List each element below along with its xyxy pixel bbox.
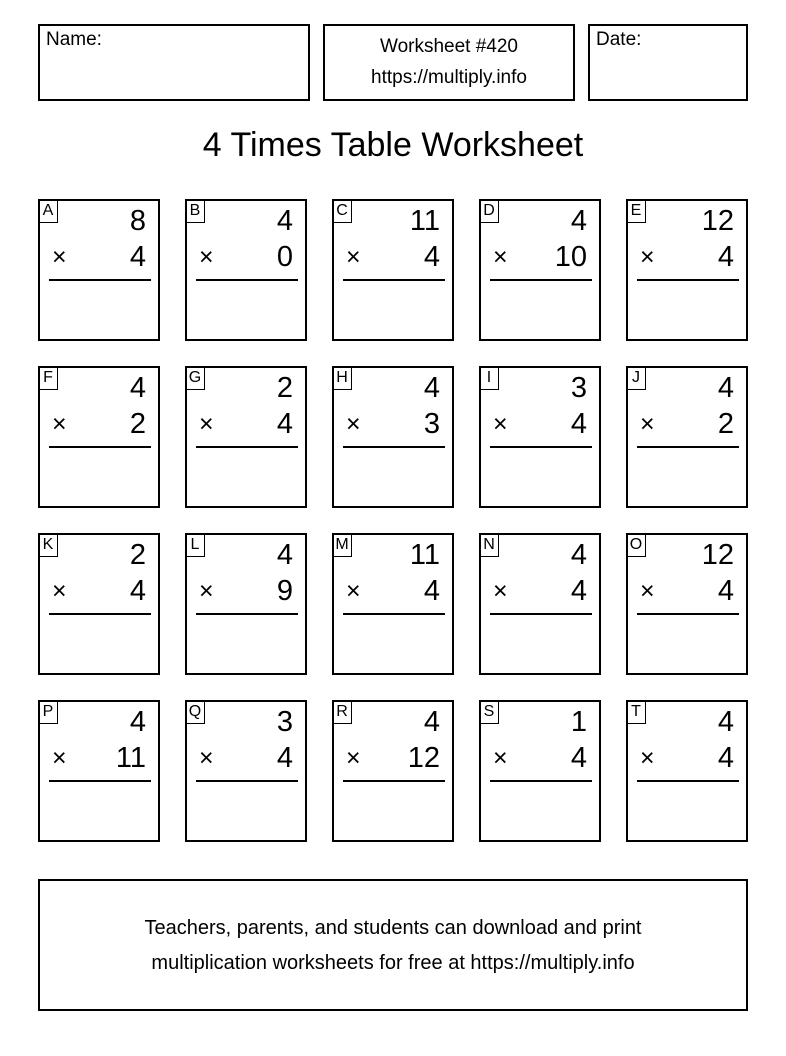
problem-letter: H: [332, 366, 352, 390]
problem-letter: N: [479, 533, 499, 557]
answer-line: [343, 780, 445, 782]
problem-card[interactable]: [185, 366, 307, 508]
multiplier: 3: [423, 408, 440, 440]
multiplier: 4: [717, 575, 734, 607]
problem-letter: S: [479, 700, 499, 724]
problem-card[interactable]: [38, 366, 160, 508]
multiplicand: 4: [276, 539, 293, 571]
page-title: 4 Times Table Worksheet: [202, 126, 584, 164]
times-sign: ×: [199, 577, 214, 605]
times-sign: ×: [52, 243, 67, 271]
multiplier: 10: [554, 241, 587, 273]
answer-line: [196, 279, 298, 281]
date-label: Date:: [596, 29, 642, 50]
worksheet-info-box: [323, 24, 575, 101]
multiplicand: 11: [409, 205, 440, 237]
times-sign: ×: [493, 577, 508, 605]
problem-card[interactable]: [332, 199, 454, 341]
multiplier: 2: [717, 408, 734, 440]
multiplier: 4: [129, 241, 146, 273]
times-sign: ×: [346, 410, 361, 438]
multiplicand: 2: [276, 372, 293, 404]
multiplier: 4: [717, 241, 734, 273]
answer-line: [490, 446, 592, 448]
multiplier: 12: [407, 742, 440, 774]
multiplicand: 8: [129, 205, 146, 237]
worksheet-number: Worksheet #420: [379, 36, 518, 57]
times-sign: ×: [640, 577, 655, 605]
answer-line: [490, 279, 592, 281]
problem-letter: P: [38, 700, 58, 724]
multiplier: 4: [276, 742, 293, 774]
times-sign: ×: [493, 243, 508, 271]
multiplier: 4: [570, 742, 587, 774]
problem-letter: E: [626, 199, 646, 223]
problem-letter: A: [38, 199, 58, 223]
answer-line: [196, 780, 298, 782]
problem-card[interactable]: [479, 199, 601, 341]
times-sign: ×: [640, 243, 655, 271]
answer-line: [49, 446, 151, 448]
multiplicand: 4: [276, 205, 293, 237]
multiplicand: 4: [423, 372, 440, 404]
times-sign: ×: [52, 577, 67, 605]
problem-card[interactable]: [479, 366, 601, 508]
times-sign: ×: [493, 410, 508, 438]
multiplier: 4: [570, 575, 587, 607]
times-sign: ×: [346, 243, 361, 271]
multiplier: 4: [570, 408, 587, 440]
multiplier: 4: [276, 408, 293, 440]
answer-line: [637, 446, 739, 448]
multiplier: 0: [276, 241, 293, 273]
answer-line: [196, 446, 298, 448]
problem-card[interactable]: [38, 700, 160, 842]
times-sign: ×: [199, 410, 214, 438]
problem-card[interactable]: [185, 199, 307, 341]
answer-line: [343, 613, 445, 615]
times-sign: ×: [199, 744, 214, 772]
times-sign: ×: [640, 410, 655, 438]
worksheet-url: https://multiply.info: [371, 67, 527, 88]
times-sign: ×: [493, 744, 508, 772]
multiplicand: 4: [129, 706, 146, 738]
answer-line: [196, 613, 298, 615]
name-field-box[interactable]: [38, 24, 310, 101]
problem-card[interactable]: [38, 199, 160, 341]
multiplicand: 4: [129, 372, 146, 404]
multiplicand: 3: [276, 706, 293, 738]
multiplier: 4: [717, 742, 734, 774]
multiplier: 4: [129, 575, 146, 607]
answer-line: [490, 780, 592, 782]
problem-card[interactable]: [479, 700, 601, 842]
times-sign: ×: [52, 410, 67, 438]
problem-letter: T: [626, 700, 646, 724]
multiplicand: 4: [717, 706, 734, 738]
answer-line: [343, 279, 445, 281]
times-sign: ×: [346, 744, 361, 772]
problem-letter: L: [185, 533, 205, 557]
times-sign: ×: [199, 243, 214, 271]
footer-line-2: multiplication worksheets for free at https://multiply.info: [151, 952, 635, 974]
multiplicand: 4: [570, 539, 587, 571]
problem-letter: M: [332, 533, 352, 557]
problem-card[interactable]: [185, 700, 307, 842]
date-field-box[interactable]: [588, 24, 748, 101]
problem-card[interactable]: [332, 366, 454, 508]
problem-letter: O: [626, 533, 646, 557]
name-label: Name:: [46, 29, 102, 50]
problem-card[interactable]: [626, 700, 748, 842]
problem-card[interactable]: [626, 366, 748, 508]
problem-card[interactable]: [332, 700, 454, 842]
problem-card[interactable]: [479, 533, 601, 675]
multiplicand: 11: [409, 539, 440, 571]
multiplicand: 12: [701, 205, 734, 237]
multiplier: 9: [276, 575, 293, 607]
problem-letter: J: [626, 366, 646, 390]
multiplicand: 2: [129, 539, 146, 571]
multiplicand: 4: [717, 372, 734, 404]
problem-letter: F: [38, 366, 58, 390]
answer-line: [49, 279, 151, 281]
multiplicand: 3: [570, 372, 587, 404]
problem-letter: Q: [185, 700, 205, 724]
problem-letter: R: [332, 700, 352, 724]
multiplicand: 12: [701, 539, 734, 571]
multiplier: 11: [115, 742, 146, 774]
problem-letter: K: [38, 533, 58, 557]
times-sign: ×: [640, 744, 655, 772]
multiplier: 4: [423, 575, 440, 607]
multiplicand: 1: [570, 706, 587, 738]
answer-line: [637, 279, 739, 281]
answer-line: [49, 613, 151, 615]
multiplicand: 4: [423, 706, 440, 738]
footer-note: [38, 879, 748, 1011]
multiplicand: 4: [570, 205, 587, 237]
answer-line: [343, 446, 445, 448]
problem-letter: C: [332, 199, 352, 223]
problem-letter: B: [185, 199, 205, 223]
times-sign: ×: [346, 577, 361, 605]
problem-letter: D: [479, 199, 499, 223]
problem-card[interactable]: [332, 533, 454, 675]
answer-line: [637, 613, 739, 615]
times-sign: ×: [52, 744, 67, 772]
footer-line-1: Teachers, parents, and students can download and print: [144, 917, 642, 939]
problem-letter: I: [479, 366, 499, 390]
problem-card[interactable]: [626, 199, 748, 341]
problem-card[interactable]: [626, 533, 748, 675]
answer-line: [49, 780, 151, 782]
problem-card[interactable]: [38, 533, 160, 675]
multiplier: 2: [129, 408, 146, 440]
answer-line: [637, 780, 739, 782]
multiplier: 4: [423, 241, 440, 273]
problem-letter: G: [185, 366, 205, 390]
answer-line: [490, 613, 592, 615]
problem-card[interactable]: [185, 533, 307, 675]
